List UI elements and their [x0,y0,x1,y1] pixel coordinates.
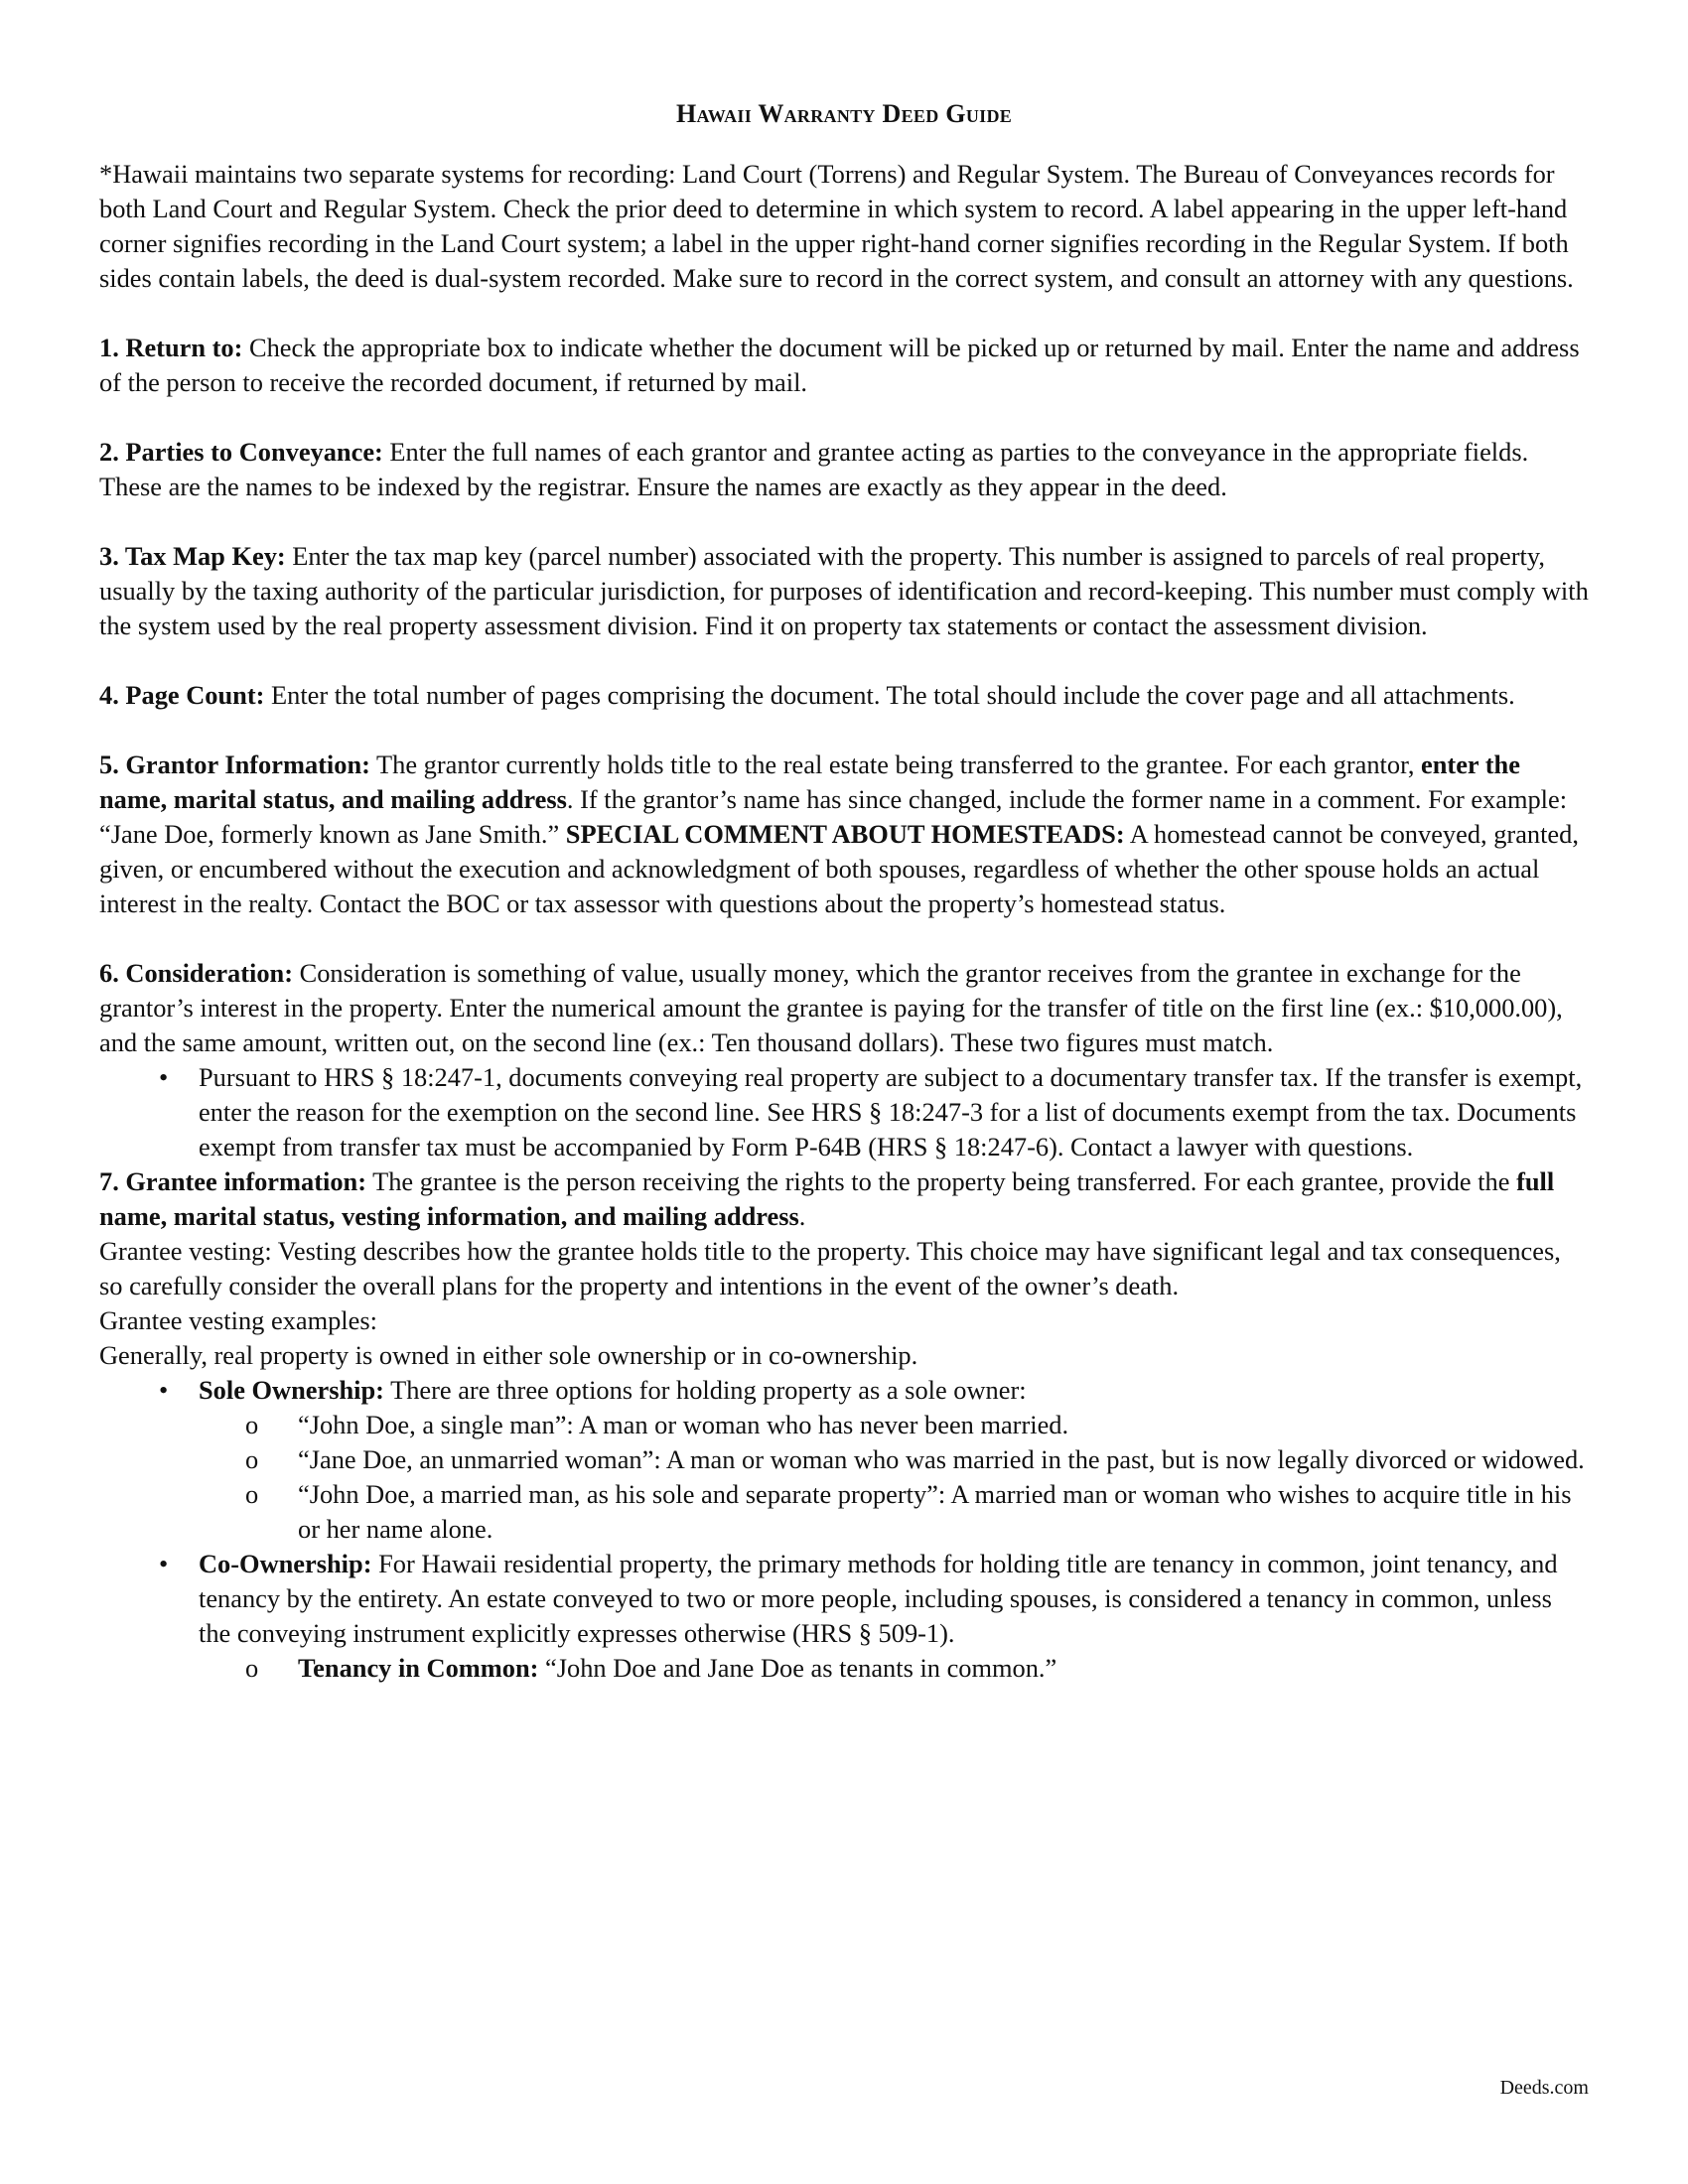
grantee-vesting-paragraph: Grantee vesting: Vesting describes how the grantee holds title to the property. This choice may have significant legal and tax consequences, so carefully consider the overall plans for the property and intentions in the event of the owner’s death. [99,1236,1561,1300]
consideration-bullets [99,1060,1589,1164]
section-grantor-info: 5. Grantor Information: The grantor currently holds title to the real estate being transferred to the grantee. For each grantor, enter the name, marital status, and mailing address. If the grantor’s name has since changed, include the former name in a comment. For example: “Jane Doe, formerly known as Jane Smith.” SPECIAL COMMENT ABOUT HOMESTEADS: A homestead cannot be conveyed, granted, given, or encumbered without the execution and acknowledgment of both spouses, regardless of whether the other spouse holds an actual interest in the realty. Contact the BOC or tax assessor with questions about the property’s homestead status. [99,750,1579,918]
section-parties: 2. Parties to Conveyance: Enter the full names of each grantor and grantee acting as parties to the conveyance in the appropriate fields. These are the names to be indexed by the registrar. Ensure the names are exactly as they appear in the deed. [99,437,1529,501]
grantee-vesting-examples: Grantee vesting examples: [99,1305,377,1335]
page-title: Hawaii Warranty Deed Guide [675,99,1013,128]
list-item: o Tenancy in Common: “John Doe and Jane Doe as tenants in common.” [298,1651,1589,1686]
list-item: • Pursuant to HRS § 18:247-1, documents conveying real property are subject to a documentary transfer tax. If the transfer is exempt, enter the reason for the exemption on the second line. See HRS § 18:247-3 for a list of documents exempt from the tax. Documents exempt from transfer tax must be accompanied by Form P-64B (HRS § 18:247-6). Contact a lawyer with questions. [159,1062,1583,1161]
section-heading: 1. Return to: [99,333,243,362]
section-heading: 5. Grantor Information: [99,750,370,779]
list-item: • Sole Ownership: There are three options for holding property as a sole owner: o “John Doe, a single man”: A man or woman who has never been married. o “Jane Doe, an unmarried woman”: A man or woman who was married in the past, but is now legally divorced or widowed. o “John Doe, a married man, as his sole and separate property”: A married man or woman who wishes to acquire title in his or her name alone. [199,1373,1589,1547]
co-ownership-options [199,1651,1589,1686]
section-return-to: 1. Return to: Check the appropriate box to indicate whether the document will be picked up or returned by mail. Enter the name and address of the person to receive the recorded document, if returned by mail. [99,333,1580,397]
list-item: • Co-Ownership: For Hawaii residential property, the primary methods for holding title are tenancy in common, joint tenancy, and tenancy by the entirety. An estate conveyed to two or more people, including spouses, is considered a tenancy in common, unless the conveying instrument explicitly expresses otherwise (HRS § 509-1). o Tenancy in Common: “John Doe and Jane Doe as tenants in common.” [199,1547,1589,1686]
footer-site-name: Deeds.com [1499,2077,1589,2099]
bullet-icon: • [159,1062,169,1092]
section-heading: 7. Grantee information: [99,1166,366,1196]
section-page-count: 4. Page Count: Enter the total number of pages comprising the document. The total should include the cover page and all attachments. [99,680,1515,710]
circle-bullet-icon: o [245,1479,259,1509]
section-heading: 6. Consideration: [99,958,294,988]
sole-ownership-options [199,1408,1589,1547]
section-consideration: 6. Consideration: Consideration is something of value, usually money, which the grantor receives from the grantee in exchange for the grantor’s interest in the property. Enter the numerical amount the grantee is paying for the transfer of title on the first line (ex.: $10,000.00), and the same amount, written out, on the second line (ex.: Ten thousand dollars). These two figures must match. [99,958,1563,1057]
circle-bullet-icon: o [245,1653,259,1683]
ownership-list [99,1373,1589,1686]
circle-bullet-icon: o [245,1410,259,1439]
section-heading: 4. Page Count: [99,680,265,710]
ownership-intro: Generally, real property is owned in either sole ownership or in co-ownership. [99,1340,918,1370]
section-heading: 3. Tax Map Key: [99,541,286,571]
intro-paragraph: *Hawaii maintains two separate systems for recording: Land Court (Torrens) and Regular System. The Bureau of Conveyances records for both Land Court and Regular System. Check the prior deed to determine in which system to record. A label appearing in the upper left-hand corner signifies recording in the Land Court system; a label in the upper right-hand corner signifies recording in the Regular System. If both sides contain labels, the deed is dual-system recorded. Make sure to record in the correct system, and consult an attorney with any questions. [99,159,1574,293]
section-grantee-info: 7. Grantee information: The grantee is the person receiving the rights to the property being transferred. For each grantee, provide the full name, marital status, vesting information, and mailing address. [99,1166,1555,1231]
circle-bullet-icon: o [245,1444,259,1474]
section-heading: 2. Parties to Conveyance: [99,437,383,467]
list-item: o “John Doe, a married man, as his sole and separate property”: A married man or woman who wishes to acquire title in his or her name alone. [245,1479,1572,1544]
bullet-icon: • [159,1375,169,1405]
bullet-icon: • [159,1549,169,1578]
list-item: o “John Doe, a single man”: A man or woman who has never been married. [298,1408,1589,1442]
list-item: o “Jane Doe, an unmarried woman”: A man or woman who was married in the past, but is now legally divorced or widowed. [298,1442,1589,1477]
section-tax-map-key: 3. Tax Map Key: Enter the tax map key (parcel number) associated with the property. This number is assigned to parcels of real property, usually by the taxing authority of the particular jurisdiction, for purposes of identification and record-keeping. This number must comply with the system used by the real property assessment division. Find it on property tax statements or contact the assessment division. [99,541,1589,640]
